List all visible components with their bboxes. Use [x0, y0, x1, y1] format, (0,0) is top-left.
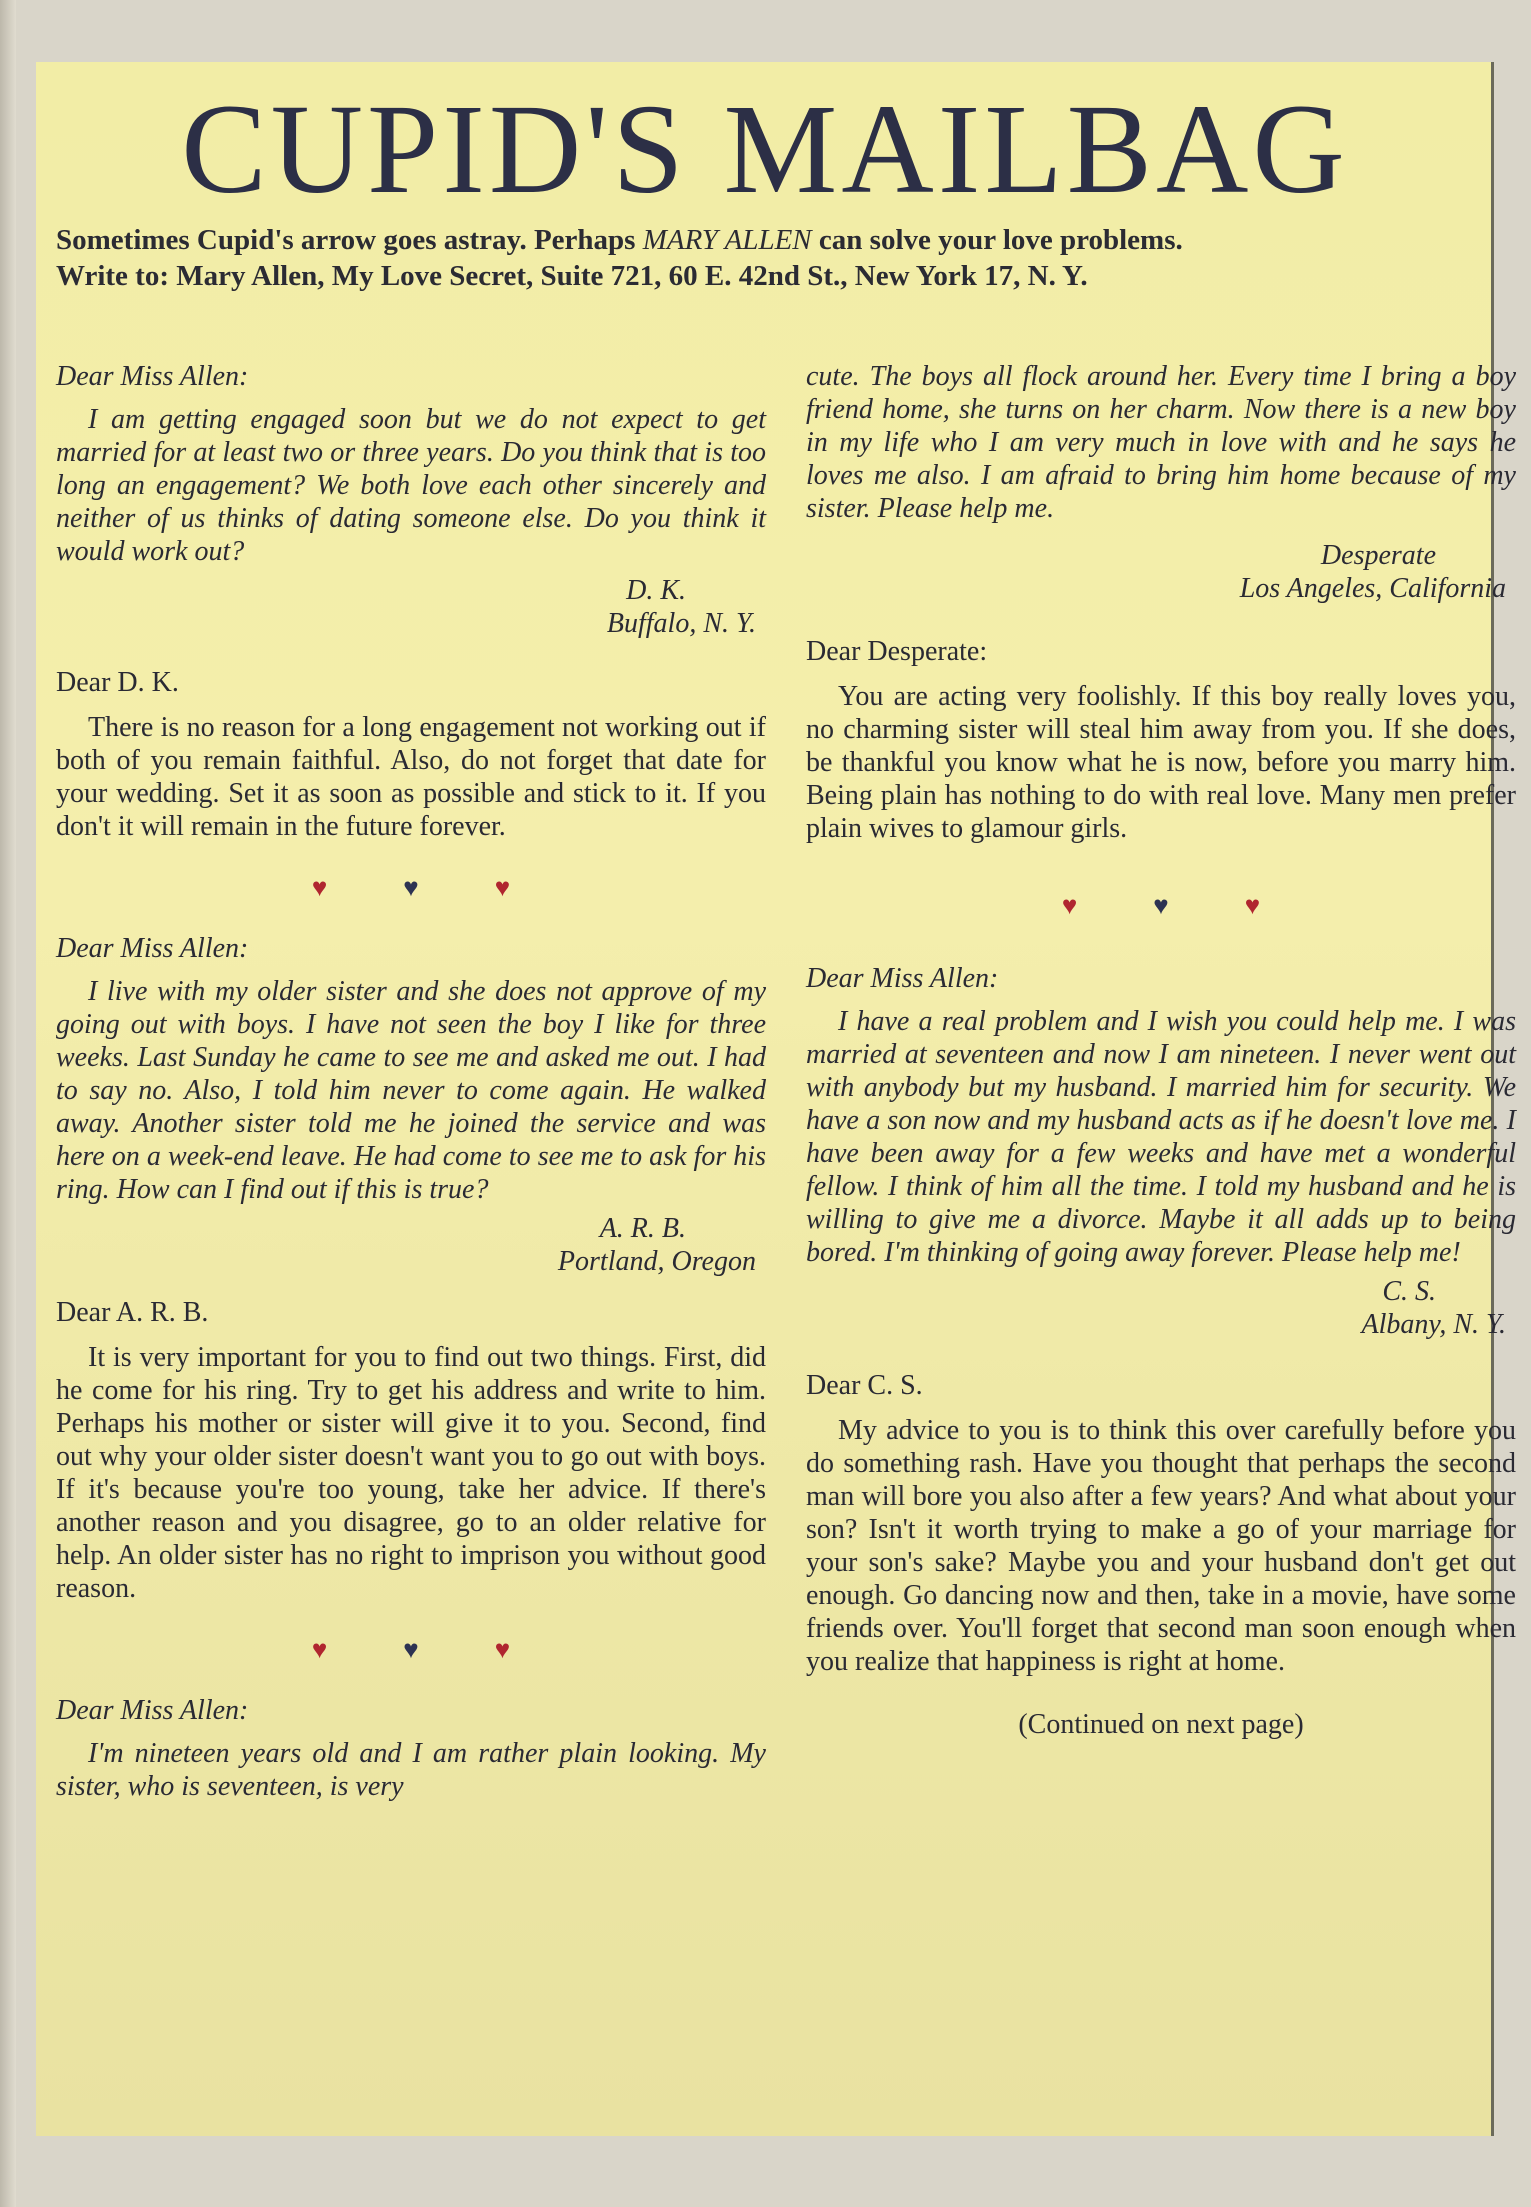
- letter-desperate-cont: [806, 360, 1516, 605]
- answer-body: There is no reason for a long engagement not working out if both of you remain faithful. Also, do not forget that date for your wedding. Set it as soon as possible and stick to it. If you don't it will remain in the future forever.: [56, 712, 766, 842]
- letter-body: I live with my older sister and she does not approve of my going out with boys. I have not seen the boy I like for three weeks. Last Sunday he came to see me and asked me out. I had to say no. Also, I told him never to come again. He walked away. Another sister told me he joined the service and was here on a week-end leave. He had come to see me to ask for his ring. How can I find out if this is true?: [56, 976, 766, 1205]
- heart-icon: ♥: [1153, 891, 1169, 920]
- answer-body: You are acting very foolishly. If this boy really loves you, no charming sister will steal him away from you. If she does, be thankful you know what he is now, before you marry him. Being plain has nothing to do with real love. Many men prefer plain wives to glamour girls.: [806, 681, 1516, 844]
- letter-signature: A. R. B. Portland, Oregon: [557, 1213, 756, 1277]
- heart-divider: [56, 871, 766, 904]
- letter-body: I am getting engaged soon but we do not expect to get married for at least two or three years. Do you think that is too long an engagement? We both love each other sincerely and neither of us thinks of dating someone else. Do you think it would work out?: [56, 404, 766, 567]
- heart-divider: [806, 889, 1516, 922]
- left-column: [56, 360, 766, 1803]
- heart-divider: [56, 1633, 766, 1666]
- heart-icon: ♥: [311, 873, 328, 902]
- heart-icon: ♥: [311, 1635, 328, 1664]
- answer-desperate: [806, 635, 1516, 845]
- mailbag-panel: [36, 62, 1516, 2136]
- answer-heading: Dear C. S.: [806, 1370, 923, 1401]
- continued-note: (Continued on next page): [1018, 1709, 1304, 1740]
- letter-signature: Desperate Los Angeles, California: [1239, 540, 1506, 604]
- right-column: [806, 360, 1516, 1741]
- heart-icon: ♥: [1061, 891, 1078, 920]
- intro-line-1: Sometimes Cupid's arrow goes astray. Perhaps MARY ALLEN can solve your love problems.: [56, 224, 1183, 256]
- letter-body: cute. The boys all flock around her. Every time I bring a boy friend home, she turns on her charm. Now there is a new boy in my life who I am very much in love with and he says he loves me also. I am afraid to bring him home because of my sister. Please help me.: [806, 361, 1516, 524]
- answer-cs: [806, 1369, 1516, 1678]
- columnist-name: MARY ALLEN: [642, 224, 812, 256]
- answer-dk: [56, 666, 766, 843]
- letter-salutation: Dear Miss Allen:: [56, 361, 249, 392]
- letter-salutation: Dear Miss Allen:: [806, 963, 999, 994]
- letter-salutation: Dear Miss Allen:: [56, 1695, 249, 1726]
- letter-signature: C. S. Albany, N. Y.: [1361, 1276, 1506, 1340]
- letter-dk: [56, 360, 766, 640]
- page-edge: [0, 0, 16, 2207]
- answer-heading: Dear Desperate:: [806, 636, 988, 667]
- heart-icon: ♥: [403, 873, 419, 902]
- letter-arb: [56, 932, 766, 1278]
- answer-heading: Dear D. K.: [56, 667, 179, 698]
- answer-body: It is very important for you to find out two things. First, did he come for his ring. Try to get his address and write to him. Perhaps his mother or sister will give it to you. Second, find out why your older sister doesn't want you to go out with boys. If it's because you're too young, take her advice. If there's another reason and you disagree, go to an older relative for help. An older sister has no right to imprison you without good reason.: [56, 1342, 766, 1604]
- intro-line-2: Write to: Mary Allen, My Love Secret, Suite 721, 60 E. 42nd St., New York 17, N. Y.: [56, 260, 1088, 292]
- letter-salutation: Dear Miss Allen:: [56, 933, 249, 964]
- intro-text: [56, 222, 1476, 294]
- answer-heading: Dear A. R. B.: [56, 1297, 209, 1328]
- heart-icon: ♥: [403, 1635, 419, 1664]
- letter-desperate: [56, 1694, 766, 1803]
- letter-signature: D. K. Buffalo, N. Y.: [606, 575, 756, 639]
- answer-arb: [56, 1296, 766, 1605]
- heart-icon: ♥: [494, 873, 511, 902]
- answer-body: My advice to you is to think this over carefully before you do something rash. Have you thought that perhaps the second man will bore you also after a few years? And what about your son? Isn't it worth trying to make a go of your marriage for your son's sake? Maybe you and your husband don't get out enough. Go dancing now and then, take in a movie, have some friends over. You'll forget that second man soon enough when you realize that happiness is right at home.: [806, 1415, 1516, 1677]
- letter-cs: [806, 962, 1516, 1341]
- letter-body: I have a real problem and I wish you could help me. I was married at seventeen and now I am nineteen. I never went out with anybody but my husband. I married him for security. We have a son now and my husband acts as if he doesn't love me. I have been away for a few weeks and have met a wonderful fellow. I think of him all the time. I told my husband and he is willing to give me a divorce. Maybe it all adds up to being bored. I'm thinking of going away forever. Please help me!: [806, 1006, 1516, 1268]
- letter-body: I'm nineteen years old and I am rather plain looking. My sister, who is seventeen, is very: [56, 1738, 766, 1802]
- heart-icon: ♥: [494, 1635, 511, 1664]
- page-title: CUPID'S MAILBAG: [181, 78, 1349, 220]
- heart-icon: ♥: [1244, 891, 1261, 920]
